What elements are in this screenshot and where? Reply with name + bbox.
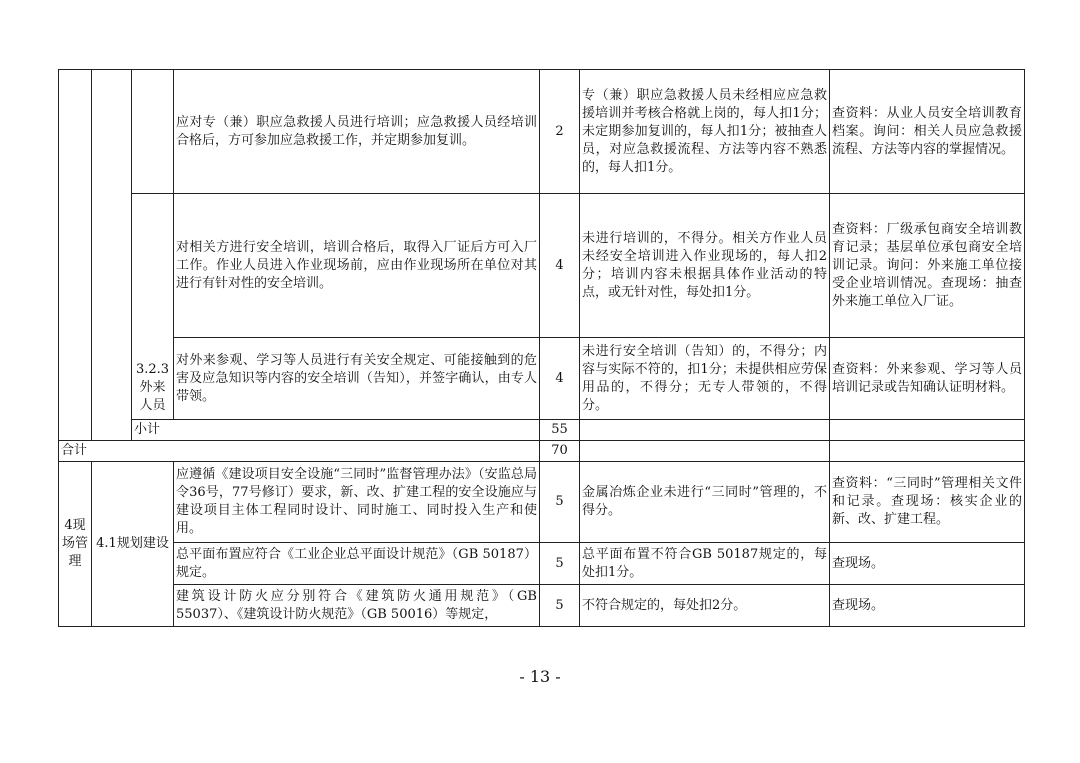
table-row: [59, 70, 1025, 194]
content-cell: 对外来参观、学习等人员进行有关安全规定、可能接触到的危害及应急知识等内容的安全培训（告知），并签字确认，由专人带领。: [174, 338, 540, 420]
standard-cell: 不符合规定的，每处扣2分。: [580, 585, 830, 627]
subtotal-score: 55: [540, 420, 580, 441]
method-cell: 查资料：外来参观、学习等人员培训记录或告知确认证明材料。: [830, 338, 1025, 420]
score-cell: 4: [540, 338, 580, 420]
subcategory-cell: [92, 70, 132, 441]
score-cell: 5: [540, 585, 580, 627]
method-cell: 查现场。: [830, 585, 1025, 627]
subtotal-row: [59, 420, 1025, 441]
item-label-3-2-3: 3.2.3外来人员: [132, 194, 174, 420]
total-row: [59, 441, 1025, 462]
method-cell: 查资料：厂级承包商安全培训教育记录；基层单位承包商安全培训记录。询问：外来施工单位接受企业培训情况。查现场：抽查外来施工单位入厂证。: [830, 194, 1025, 338]
standard-cell: 未进行培训的，不得分。相关方作业人员未经安全培训进入作业现场的，每人扣2分；培训内容未根据具体作业活动的特点，或无针对性，每处扣1分。: [580, 194, 830, 338]
content-cell: 应遵循《建设项目安全设施“三同时”监督管理办法》（安监总局令36号，77号修订）要求，新、改、扩建工程的安全设施应与建设项目主体工程同时设计、同时施工、同时投入生产和使用。: [174, 462, 540, 543]
table-row: [59, 543, 1025, 585]
method-cell: 查资料：“三同时”管理相关文件和记录。查现场：核实企业的新、改、扩建工程。: [830, 462, 1025, 543]
score-cell: 2: [540, 70, 580, 194]
content-cell: 建筑设计防火应分别符合《建筑防火通用规范》（GB 55037）、《建筑设计防火规范》（GB 50016）等规定，: [174, 585, 540, 627]
table-row: [59, 585, 1025, 627]
category-cell: [59, 70, 92, 441]
category-label-4: 4现场管理: [59, 462, 92, 627]
standard-cell: 专（兼）职应急救援人员未经相应应急救援培训并考核合格就上岗的，每人扣1分；未定期参加复训的，每人扣1分；被抽查人员，对应急救援流程、方法等内容不熟悉的，每人扣1分。: [580, 70, 830, 194]
method-cell: 查现场。: [830, 543, 1025, 585]
table-row: [59, 338, 1025, 420]
content-cell: 应对专（兼）职应急救援人员进行培训；应急救援人员经培训合格后，方可参加应急救援工作，并定期参加复训。: [174, 70, 540, 194]
item-label-4-1: 4.1规划建设: [92, 462, 174, 627]
standard-cell: 未进行安全培训（告知）的，不得分；内容与实际不符的，扣1分；未提供相应劳保用品的，不得分；无专人带领的，不得分。: [580, 338, 830, 420]
score-cell: 4: [540, 194, 580, 338]
table-row: [59, 194, 1025, 338]
safety-standard-table: [58, 69, 1025, 627]
content-cell: 对相关方进行安全培训，培训合格后，取得入厂证后方可入厂工作。作业人员进入作业现场前，应由作业现场所在单位对其进行有针对性的安全培训。: [174, 194, 540, 338]
total-score: 70: [540, 441, 580, 462]
content-cell: 总平面布置应符合《工业企业总平面设计规范》（GB 50187）规定。: [174, 543, 540, 585]
subtotal-label: 小计: [132, 420, 540, 441]
method-cell: 查资料：从业人员安全培训教育档案。询问：相关人员应急救援流程、方法等内容的掌握情况。: [830, 70, 1025, 194]
page-number: - 13 -: [519, 667, 561, 686]
table-row: [59, 462, 1025, 543]
total-label: 合计: [59, 441, 540, 462]
standard-cell: 总平面布置不符合GB 50187规定的，每处扣1分。: [580, 543, 830, 585]
score-cell: 5: [540, 462, 580, 543]
item-cell: [132, 70, 174, 194]
standard-cell: 金属冶炼企业未进行“三同时”管理的，不得分。: [580, 462, 830, 543]
score-cell: 5: [540, 543, 580, 585]
